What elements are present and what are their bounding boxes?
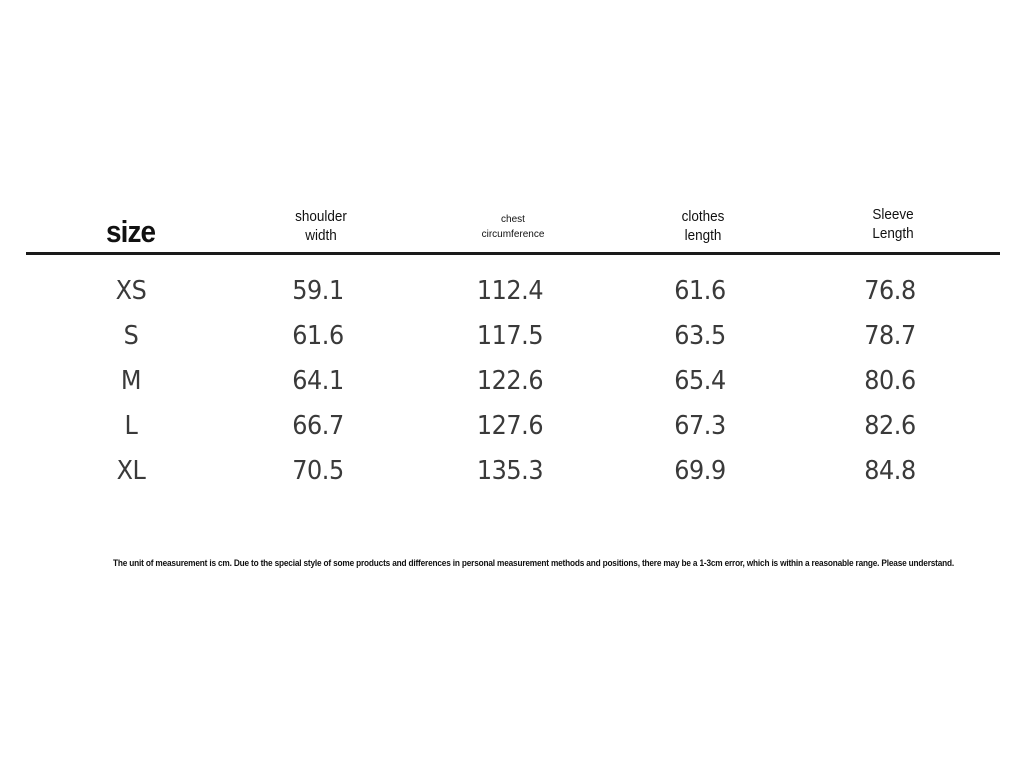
header-divider: [26, 252, 1000, 255]
cell-clothes-length: 63.5: [674, 321, 726, 351]
header-sleeve-length-line2: Length: [872, 224, 914, 242]
cell-sleeve-length: 84.8: [864, 456, 916, 486]
header-size: size: [106, 214, 156, 249]
cell-chest-circumference: 117.5: [476, 321, 544, 351]
header-clothes-length: [658, 208, 748, 246]
cell-clothes-length: 67.3: [674, 411, 726, 441]
cell-shoulder-width: 66.7: [292, 411, 344, 441]
cell-chest-circumference: 127.6: [476, 411, 544, 441]
cell-shoulder-width: 61.6: [292, 321, 344, 351]
header-shoulder-width-line2: width: [305, 226, 337, 244]
cell-size: M: [120, 366, 142, 396]
cell-size: XL: [116, 456, 146, 486]
measurement-note: The unit of measurement is cm. Due to the special style of some products and differences in personal measurement methods and positions, there may be a 1-3cm error, which is within a reasonable range. Please understand.: [113, 558, 955, 568]
header-shoulder-width: [276, 208, 366, 246]
table-row-s: [0, 321, 1024, 361]
header-sleeve-length-line1: Sleeve: [872, 206, 914, 223]
table-row-xs: [0, 276, 1024, 316]
cell-chest-circumference: 122.6: [476, 366, 544, 396]
cell-shoulder-width: 64.1: [292, 366, 344, 396]
cell-chest-circumference: 112.4: [476, 276, 544, 306]
table-row-m: [0, 366, 1024, 406]
cell-size: S: [123, 321, 139, 351]
cell-clothes-length: 65.4: [674, 366, 726, 396]
cell-shoulder-width: 70.5: [292, 456, 344, 486]
cell-clothes-length: 61.6: [674, 276, 726, 306]
cell-sleeve-length: 76.8: [864, 276, 916, 306]
header-clothes-length-line2: length: [684, 226, 722, 244]
header-shoulder-width-line1: shoulder: [295, 208, 347, 225]
cell-sleeve-length: 78.7: [864, 321, 916, 351]
cell-shoulder-width: 59.1: [292, 276, 344, 306]
cell-chest-circumference: 135.3: [476, 456, 544, 486]
header-sleeve-length: [848, 206, 938, 244]
table-row-l: [0, 411, 1024, 451]
cell-sleeve-length: 80.6: [864, 366, 916, 396]
header-clothes-length-line1: clothes: [681, 208, 725, 225]
table-row-xl: [0, 456, 1024, 496]
cell-clothes-length: 69.9: [674, 456, 726, 486]
header-chest-circumference: [463, 213, 563, 242]
cell-size: L: [124, 411, 138, 441]
cell-sleeve-length: 82.6: [864, 411, 916, 441]
header-chest-line2: circumference: [481, 228, 545, 240]
header-chest-line1: chest: [501, 214, 525, 225]
cell-size: XS: [115, 276, 147, 306]
